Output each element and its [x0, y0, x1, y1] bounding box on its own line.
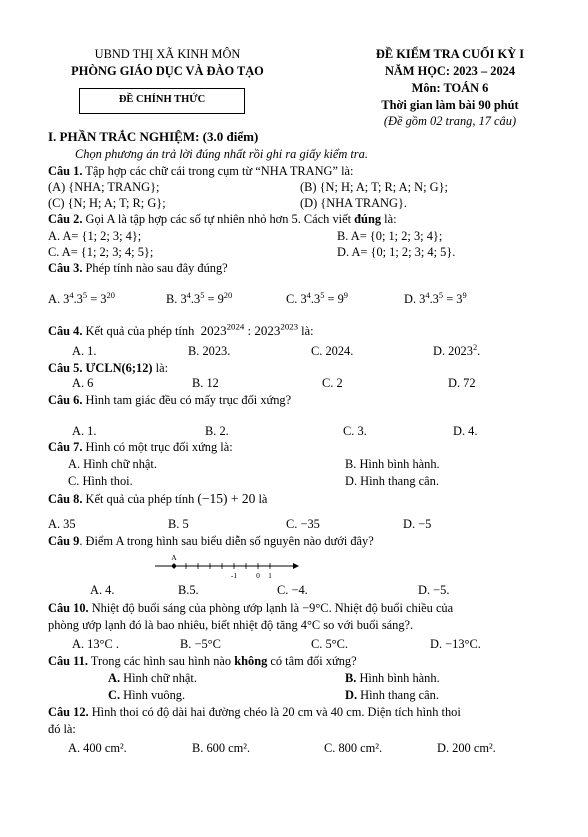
q1-option-a: (A) {NHA; TRANG};: [48, 180, 160, 194]
q12-text-line2: đó là:: [48, 722, 76, 736]
q5-label: Câu 5.: [48, 361, 83, 375]
q1-option-c: (C) {N; H; A; T; R; G};: [48, 196, 166, 210]
q6-option-a: A. 1.: [72, 424, 97, 438]
q10-option-a: A. 13°C .: [72, 637, 119, 651]
question-10: [48, 602, 453, 614]
q12-option-d: D. 200 cm².: [437, 741, 496, 755]
q11-label: Câu 11.: [48, 654, 88, 668]
q9-label: Câu 9: [48, 534, 80, 548]
q9-option-b: B.5.: [178, 583, 199, 597]
q10-label: Câu 10.: [48, 601, 89, 615]
q3-option-d: D. $3^4.3^5 = 3^9$: [404, 289, 467, 306]
q7-option-a: A. Hình chữ nhật.: [68, 457, 157, 471]
q11-option-c: C. Hình vuông.: [108, 688, 186, 702]
q9-text: . Điểm A trong hình sau biểu diễn số nguyên nào dưới đây?: [79, 534, 374, 548]
q5-option-b: B. 12: [192, 376, 219, 390]
q8-option-b: B. 5: [168, 517, 189, 531]
q3-text: Phép tính nào sau đây đúng?: [82, 261, 228, 275]
question-3: [48, 262, 228, 274]
q4-option-c: C. 2024.: [311, 344, 354, 358]
tick-label-zero: 0: [256, 571, 260, 580]
q8-option-a: A. 35: [48, 517, 76, 531]
q12-option-b: B. 600 cm².: [192, 741, 251, 755]
question-1: [48, 165, 354, 177]
q7-option-d: D. Hình thang cân.: [345, 474, 439, 488]
section-title: I. PHẦN TRẮC NGHIỆM: (3.0 điểm): [48, 129, 259, 144]
q1-option-d: (D) {NHA TRANG}.: [300, 196, 408, 210]
q8-option-c: C. −35: [286, 517, 320, 531]
q3-label: Câu 3.: [48, 261, 83, 275]
q3-option-c: C. $3^4.3^5 = 9^9$: [286, 289, 349, 306]
q4-text: Kết quả của phép tính: [82, 324, 198, 338]
subject: Môn: TOÁN 6: [411, 81, 489, 95]
tick-label-one: 1: [268, 571, 272, 580]
q8-text-end: là: [255, 492, 268, 506]
exam-title: ĐỀ KIỂM TRA CUỐI KỲ I: [375, 47, 525, 61]
q4-text-end: là:: [298, 324, 314, 338]
question-5: [48, 362, 168, 374]
q6-option-d: D. 4.: [453, 424, 478, 438]
department-name: PHÒNG GIÁO DỤC VÀ ĐÀO TẠO: [71, 64, 264, 78]
q8-option-d: D. −5: [403, 517, 432, 531]
question-2: [48, 213, 397, 225]
q11-text-pre: Trong các hình sau hình nào: [87, 654, 235, 668]
q2-option-b: B. A= {0; 1; 2; 3; 4};: [337, 229, 443, 243]
q9-option-a: A. 4.: [90, 583, 115, 597]
q9-option-d: D. −5.: [418, 583, 450, 597]
question-11: [48, 655, 357, 667]
page-note: (Đề gồm 02 trang, 17 câu): [383, 114, 517, 128]
question-6: [48, 394, 291, 406]
q8-expression: (−15) + 20: [197, 491, 256, 506]
q12-option-a: A. 400 cm².: [68, 741, 127, 755]
question-8: [48, 492, 267, 506]
q6-option-c: C. 3.: [343, 424, 367, 438]
q11-option-b: B. Hình bình hành.: [345, 671, 440, 685]
q12-option-c: C. 800 cm².: [324, 741, 383, 755]
number-line: [150, 554, 300, 582]
q1-text: Tập hợp các chữ cái trong cụm từ “NHA TRANG” là:: [82, 164, 354, 178]
q3-option-b: B. $3^4.3^5 = 9^{20}$: [166, 289, 233, 306]
q7-option-b: B. Hình bình hành.: [345, 457, 440, 471]
q5-option-a: A. 6: [72, 376, 94, 390]
q4-expression: $2023^{2024}$ : $2023^{2023}$: [197, 321, 299, 338]
school-year: NĂM HỌC: 2023 – 2024: [384, 64, 516, 78]
q11-text-bold: không: [234, 654, 268, 668]
q2-option-c: C. A= {1; 2; 3; 4; 5};: [48, 245, 154, 259]
q2-text-post: là:: [381, 212, 397, 226]
q5-option-c: C. 2: [322, 376, 343, 390]
section-instruction: Chọn phương án trả lời đúng nhất rồi ghi ra giấy kiểm tra.: [75, 147, 368, 161]
q2-text-pre: Gọi A là tập hợp các số tự nhiên nhỏ hơn 5. Cách viết: [82, 212, 355, 226]
q2-label: Câu 2.: [48, 212, 83, 226]
q2-option-a: A. A= {1; 2; 3; 4};: [48, 229, 142, 243]
q8-text: Kết quả của phép tính: [82, 492, 198, 506]
question-7: [48, 441, 233, 453]
q11-option-a: A. Hình chữ nhật.: [108, 671, 197, 685]
q7-option-c: C. Hình thoi.: [68, 474, 133, 488]
q9-option-c: C. −4.: [277, 583, 308, 597]
question-9: [48, 535, 374, 547]
q12-label: Câu 12.: [48, 705, 89, 719]
q10-text: Nhiệt độ buổi sáng của phòng ướp lạnh là −9°C. Nhiệt độ buổi chiều của: [88, 601, 454, 615]
q4-label: Câu 4.: [48, 324, 83, 338]
q5-option-d: D. 72: [448, 376, 476, 390]
duration: Thời gian làm bài 90 phút: [381, 98, 519, 112]
number-line-arrow: [293, 563, 299, 569]
q7-label: Câu 7.: [48, 440, 83, 454]
q4-option-a: A. 1.: [72, 344, 97, 358]
q10-option-b: B. −5°C: [180, 637, 221, 651]
q4-option-d: D. 2023$^2$.: [433, 341, 481, 358]
q2-option-d: D. A= {0; 1; 2; 3; 4; 5}.: [337, 245, 456, 259]
q2-text-bold: đúng: [354, 212, 382, 226]
q10-option-c: C. 5°C.: [311, 637, 348, 651]
official-stamp-label: ĐỀ CHÍNH THỨC: [118, 94, 206, 105]
q6-label: Câu 6.: [48, 393, 83, 407]
q7-text: Hình có một trục đối xứng là:: [82, 440, 233, 454]
q11-text-post: có tâm đối xứng?: [267, 654, 357, 668]
q11-option-d: D. Hình thang cân.: [345, 688, 439, 702]
question-4: [48, 321, 314, 338]
question-12: [48, 706, 461, 718]
q1-label: Câu 1.: [48, 164, 83, 178]
q10-option-d: D. −13°C.: [430, 637, 481, 651]
q5-text: ƯCLN(6;12): [82, 361, 153, 375]
q12-text: Hình thoi có độ dài hai đường chéo là 20 cm và 40 cm. Diện tích hình thoi: [88, 705, 461, 719]
tick-label-minus1: -1: [230, 571, 238, 580]
q3-option-a: A. $3^4.3^5 = 3^{20}$: [48, 289, 115, 306]
q1-option-b: (B) {N; H; A; T; R; A; N; G};: [300, 180, 448, 194]
point-a-marker: [172, 564, 176, 568]
q6-text: Hình tam giác đều có mấy trục đối xứng?: [82, 393, 292, 407]
q10-text-line2: phòng ướp lạnh đó là bao nhiêu, biết nhiệt độ tăng 4°C so với buổi sáng?.: [48, 618, 414, 632]
district-name: UBND THỊ XÃ KINH MÔN: [94, 47, 241, 61]
q6-option-b: B. 2.: [205, 424, 229, 438]
q8-label: Câu 8.: [48, 492, 83, 506]
q5-text-end: là:: [152, 361, 169, 375]
q4-option-b: B. 2023.: [188, 344, 231, 358]
point-a-label: A: [171, 554, 177, 562]
